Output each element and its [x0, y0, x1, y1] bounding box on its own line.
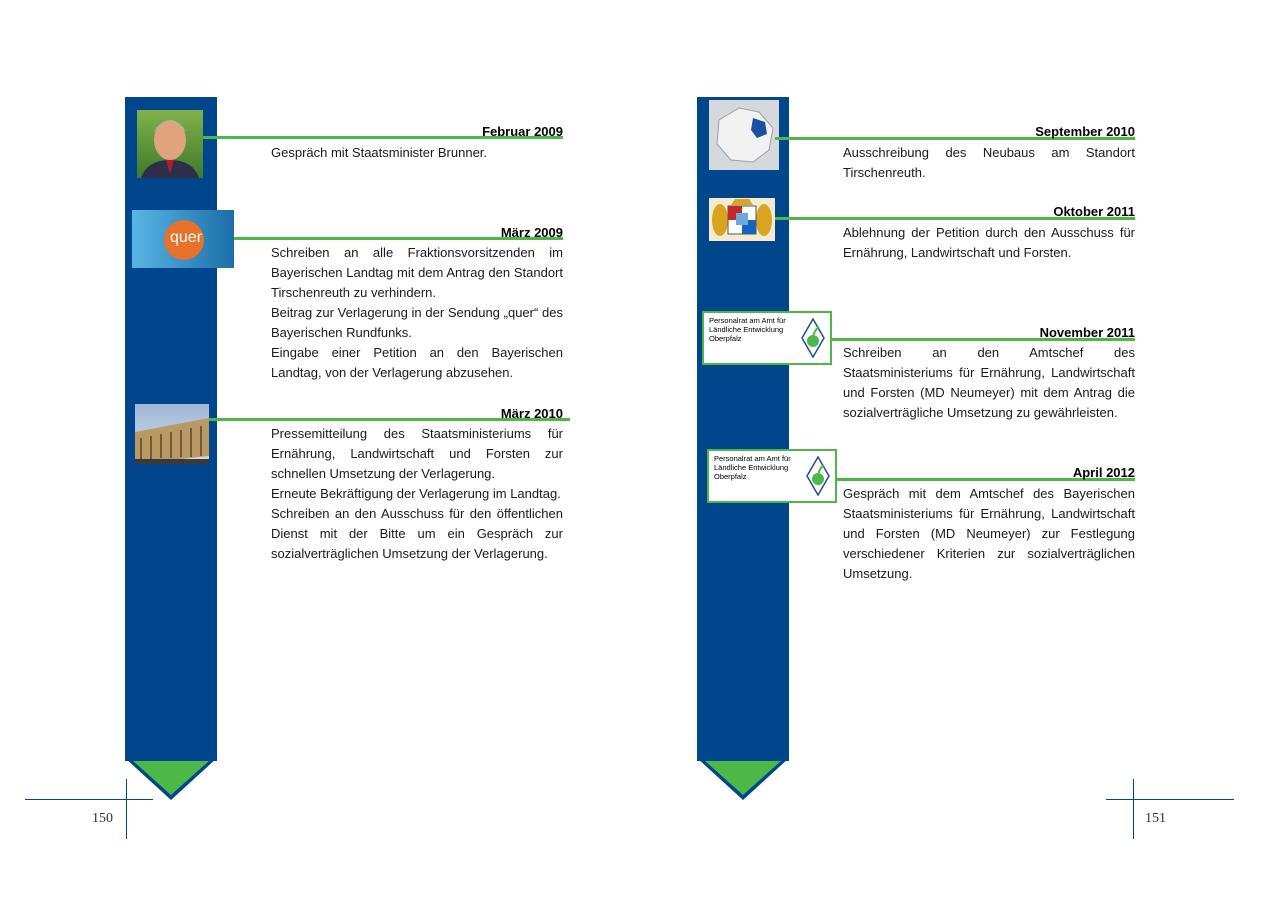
- personalrat-logo-text: Personalrat am Amt für Ländliche Entwicklung Oberpfalz: [709, 316, 786, 343]
- entry-paragraph: Beitrag zur Verlagerung in der Sendung „quer“ des Bayerischen Rundfunks.: [271, 305, 563, 340]
- portrait-photo: [137, 110, 203, 178]
- entry-text: [843, 484, 1135, 584]
- entry-paragraph: Schreiben an den Ausschuss für den öffentlichen Dienst mit der Bitte um ein Gespräch zur sozialverträglichen Umsetzung der Verlagerung.: [271, 506, 563, 561]
- crop-mark-vertical: [126, 779, 127, 839]
- entry-paragraph: Schreiben an alle Fraktionsvorsitzenden im Bayerischen Landtag mit dem Antrag den Standort Tirschenreuth zu verhindern.: [271, 245, 563, 300]
- crop-mark-horizontal: [1106, 799, 1234, 800]
- personalrat-logo-text: Personalrat am Amt für Ländliche Entwicklung Oberpfalz: [714, 454, 791, 481]
- timeline-arrow-right: [697, 758, 789, 802]
- diamond-leaf-icon: [806, 456, 830, 496]
- quer-logo: [132, 210, 234, 268]
- entry-paragraph: Erneute Bekräftigung der Verlagerung im Landtag.: [271, 486, 561, 501]
- entry-date: April 2012: [1072, 465, 1135, 480]
- entry-date: November 2011: [1039, 325, 1135, 340]
- entry-text: [271, 143, 563, 163]
- entry-paragraph: Ablehnung der Petition durch den Ausschuss für Ernährung, Landwirtschaft und Forsten.: [843, 225, 1135, 260]
- bavaria-map: [709, 100, 779, 170]
- quer-logo-text: quer: [170, 229, 203, 246]
- entry-date: März 2010: [500, 406, 563, 421]
- entry-paragraph: Eingabe einer Petition an den Bayerischen Landtag, von der Verlagerung abzusehen.: [271, 345, 563, 380]
- personalrat-logo: [707, 449, 837, 503]
- page-number: 150: [92, 811, 113, 826]
- entry-text: [843, 143, 1135, 183]
- personalrat-logo: [702, 311, 832, 365]
- entry-text: [843, 343, 1135, 423]
- entry-text: [271, 243, 563, 383]
- entry-date: Oktober 2011: [1053, 204, 1135, 219]
- entry-date: September 2010: [1035, 124, 1135, 139]
- entry-date: März 2009: [500, 225, 563, 240]
- entry-paragraph: Gespräch mit dem Amtschef des Bayerischen Staatsministeriums für Ernährung, Landwirtschaft und Forsten (MD Neumeyer) zur Festlegung verschiedener Kriterien zur sozialverträglichen Umsetzung.: [843, 486, 1135, 581]
- page-number: 151: [1145, 811, 1166, 826]
- entry-text: [271, 424, 563, 564]
- timeline-bar-right: [697, 97, 789, 761]
- diamond-leaf-icon: [801, 318, 825, 358]
- entry-paragraph: Schreiben an den Amtschef des Staatsministeriums für Ernährung, Landwirtschaft und Forsten (MD Neumeyer) mit dem Antrag die sozialverträgliche Umsetzung zu gewährleisten.: [843, 345, 1135, 420]
- entry-paragraph: Ausschreibung des Neubaus am Standort Tirschenreuth.: [843, 145, 1135, 180]
- entry-paragraph: Pressemitteilung des Staatsministeriums für Ernährung, Landwirtschaft und Forsten zur schnellen Umsetzung der Verlagerung.: [271, 426, 563, 481]
- bavarian-coat-of-arms: [709, 198, 775, 241]
- ministry-building-photo: [135, 404, 209, 464]
- entry-text: [843, 223, 1135, 263]
- entry-paragraph: Gespräch mit Staatsminister Brunner.: [271, 145, 488, 160]
- crop-mark-horizontal: [25, 799, 153, 800]
- timeline-arrow-left: [125, 758, 217, 802]
- crop-mark-vertical: [1133, 779, 1134, 839]
- entry-date: Februar 2009: [482, 124, 563, 139]
